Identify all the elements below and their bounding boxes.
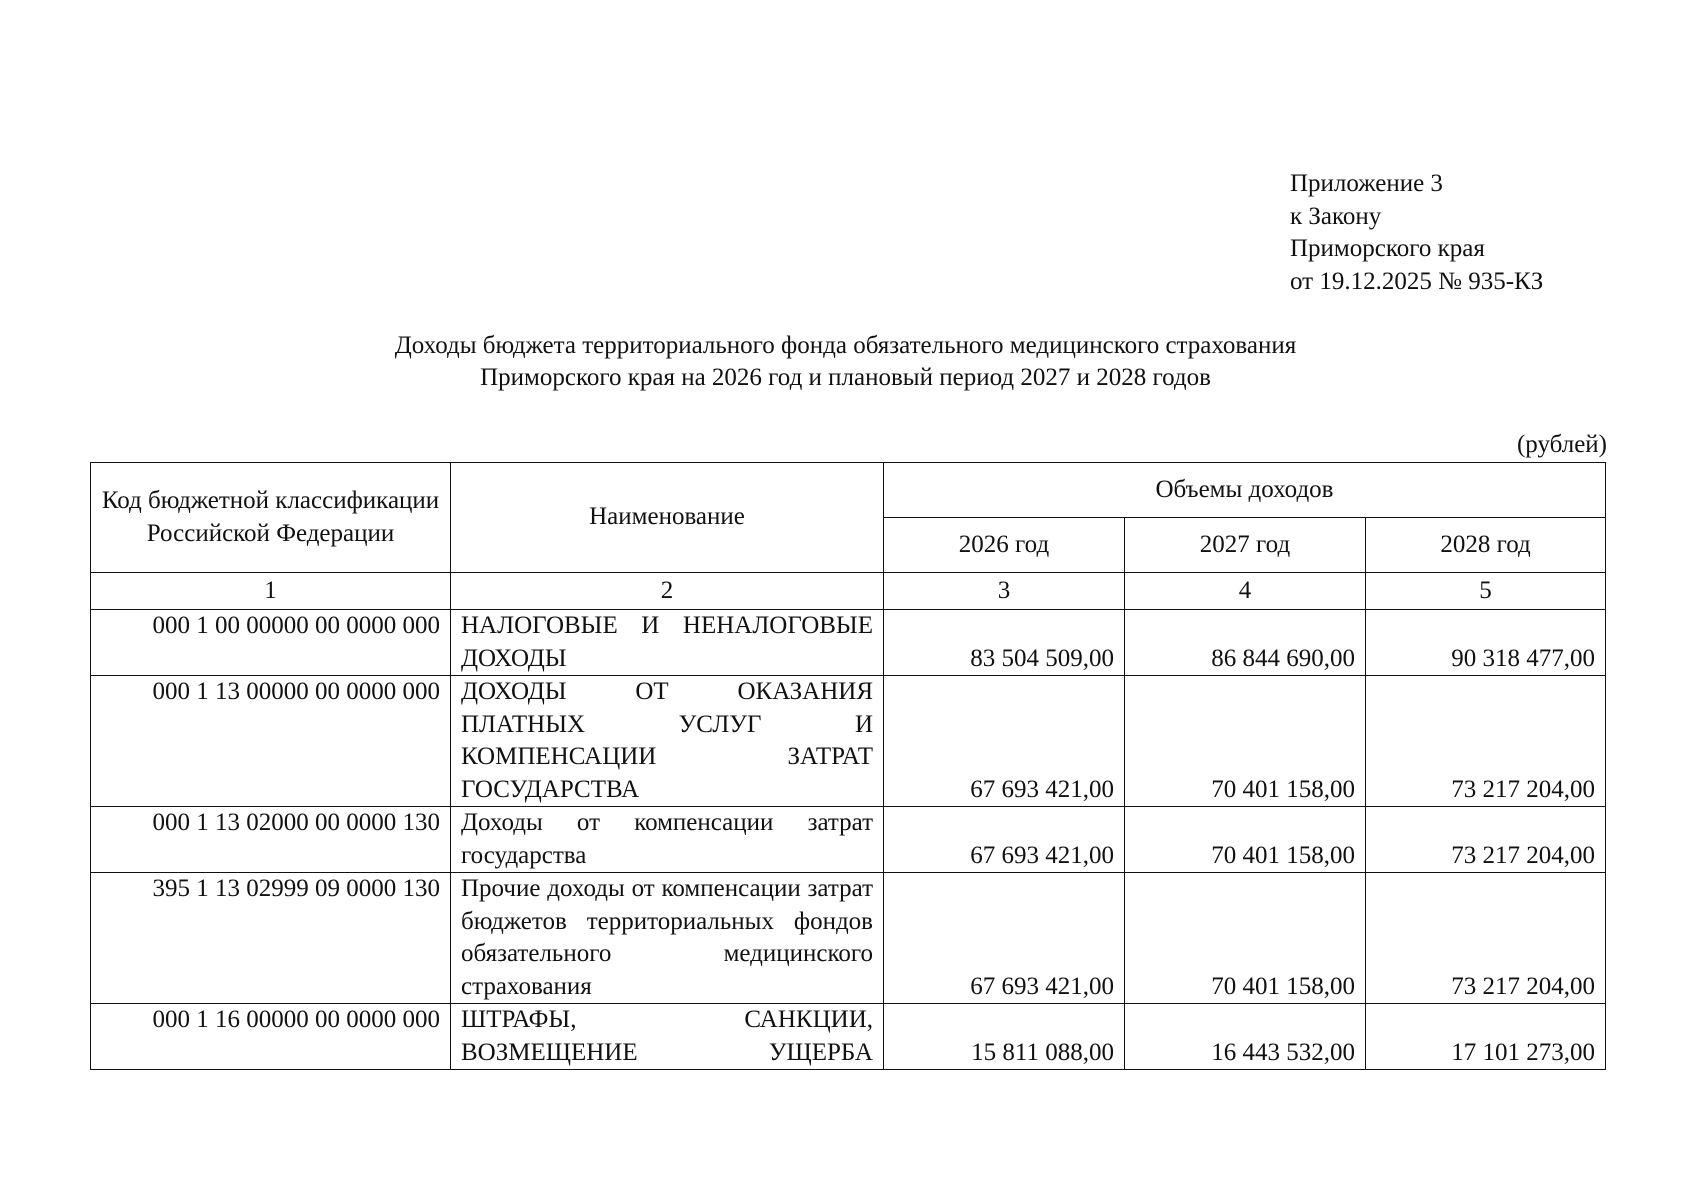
row-value-2028: 73 217 204,00 — [1366, 676, 1606, 807]
table-row — [91, 1004, 1606, 1070]
header-volumes: Объемы доходов — [884, 463, 1606, 518]
header-year-2028: 2028 год — [1366, 518, 1606, 573]
row-name: НАЛОГОВЫЕ И НЕНАЛОГОВЫЕ ДОХОДЫ — [451, 610, 884, 676]
column-number: 3 — [884, 573, 1125, 610]
row-value-2028: 73 217 204,00 — [1366, 807, 1606, 873]
header-year-2026: 2026 год — [884, 518, 1125, 573]
title-line: Доходы бюджета территориального фонда обязательного медицинского страхования — [394, 332, 1297, 359]
appendix-block — [1290, 168, 1543, 298]
row-value-2026: 67 693 421,00 — [884, 873, 1125, 1004]
row-value-2027: 70 401 158,00 — [1125, 676, 1366, 807]
header-code: Код бюджетной классификации Российской Федерации — [91, 463, 451, 573]
row-code: 395 1 13 02999 09 0000 130 — [91, 873, 451, 1004]
column-number: 5 — [1366, 573, 1606, 610]
appendix-line: Приложение 3 — [1290, 170, 1443, 197]
document-title — [0, 330, 1691, 394]
row-value-2026: 15 811 088,00 — [884, 1004, 1125, 1070]
row-value-2028: 73 217 204,00 — [1366, 873, 1606, 1004]
revenue-table — [90, 462, 1606, 1070]
row-value-2026: 67 693 421,00 — [884, 807, 1125, 873]
title-line: Приморского края на 2026 год и плановый период 2027 и 2028 годов — [480, 364, 1211, 391]
row-name: Доходы от компенсации затрат государства — [451, 807, 884, 873]
row-name: ШТРАФЫ, САНКЦИИ, ВОЗМЕЩЕНИЕ УЩЕРБА — [451, 1004, 884, 1070]
row-value-2028: 90 318 477,00 — [1366, 610, 1606, 676]
row-value-2027: 16 443 532,00 — [1125, 1004, 1366, 1070]
table-row — [91, 676, 1606, 807]
units-label: (рублей) — [1516, 431, 1607, 458]
row-code: 000 1 13 02000 00 0000 130 — [91, 807, 451, 873]
appendix-line: от 19.12.2025 № 935-КЗ — [1290, 267, 1544, 295]
column-number: 2 — [451, 573, 884, 610]
row-code: 000 1 00 00000 00 0000 000 — [91, 610, 451, 676]
row-value-2028: 17 101 273,00 — [1366, 1004, 1606, 1070]
row-name: Прочие доходы от компенсации затрат бюджетов территориальных фондов обязательного медицинского страхования — [451, 873, 884, 1004]
table-row — [91, 610, 1606, 676]
appendix-line: к Закону — [1290, 202, 1382, 230]
header-year-2027: 2027 год — [1125, 518, 1366, 573]
row-value-2027: 70 401 158,00 — [1125, 807, 1366, 873]
row-value-2027: 86 844 690,00 — [1125, 610, 1366, 676]
table-row — [91, 873, 1606, 1004]
appendix-line: Приморского края — [1290, 235, 1485, 262]
row-value-2026: 83 504 509,00 — [884, 610, 1125, 676]
row-value-2027: 70 401 158,00 — [1125, 873, 1366, 1004]
row-code: 000 1 16 00000 00 0000 000 — [91, 1004, 451, 1070]
column-number: 4 — [1125, 573, 1366, 610]
row-value-2026: 67 693 421,00 — [884, 676, 1125, 807]
row-name: ДОХОДЫ ОТ ОКАЗАНИЯ ПЛАТНЫХ УСЛУГ И КОМПЕНСАЦИИ ЗАТРАТ ГОСУДАРСТВА — [451, 676, 884, 807]
table-row — [91, 807, 1606, 873]
column-number: 1 — [91, 573, 451, 610]
row-code: 000 1 13 00000 00 0000 000 — [91, 676, 451, 807]
header-name: Наименование — [451, 463, 884, 573]
